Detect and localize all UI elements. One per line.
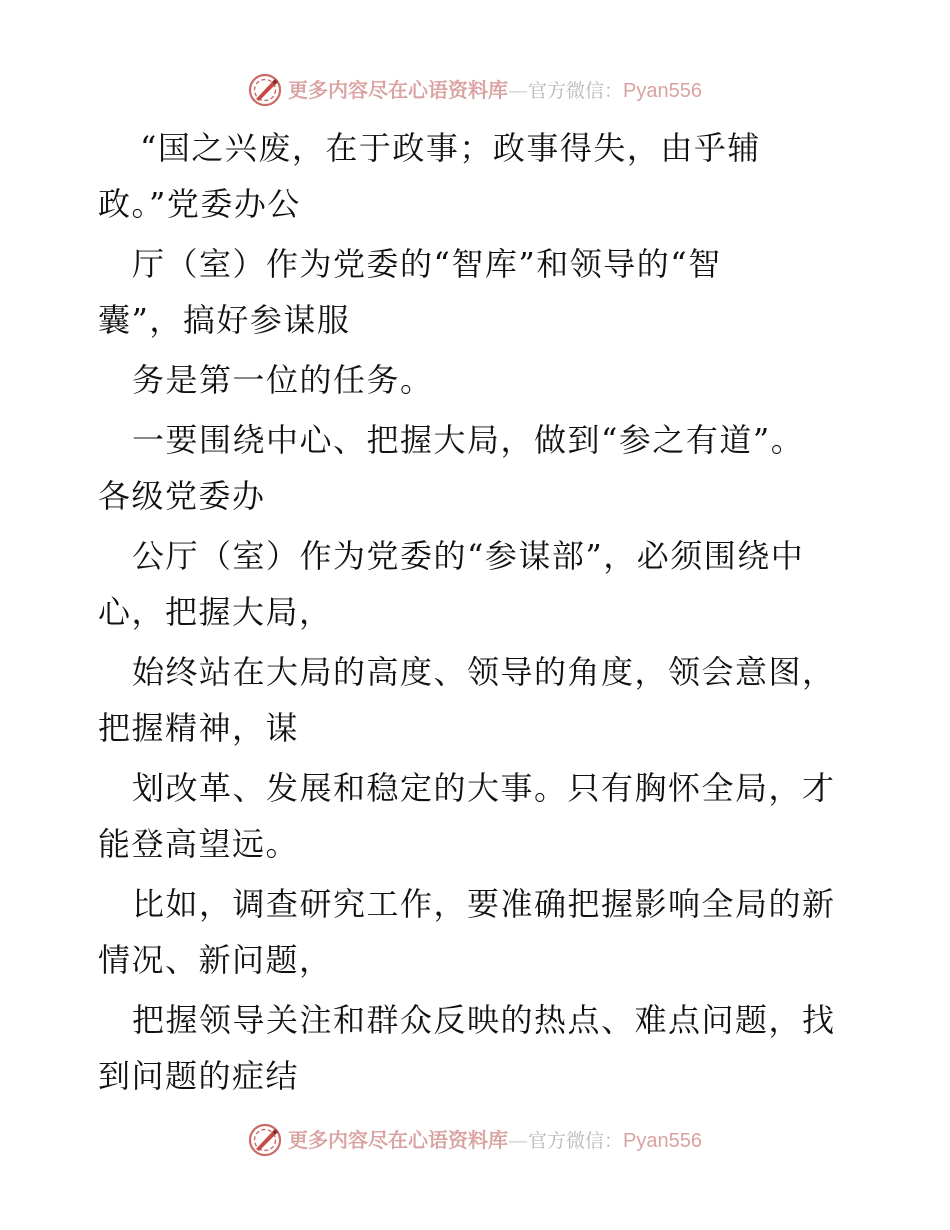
text-line: “国之兴废，在于政事；政事得失，由乎辅 [140,129,761,167]
header-banner [0,70,950,110]
text-line: 一要围绕中心、把握大局，做到“参之有道”。 [132,421,805,459]
text-line: 划改革、发展和稳定的大事。只有胸怀全局，才 [132,769,836,807]
banner-brand: 更多内容尽在心语资料库 [288,77,508,102]
banner-dash: — [508,1127,528,1152]
banner-text [288,1127,702,1152]
banner-wechat-id: Pyan556 [623,1129,702,1152]
text-line: 心，把握大局， [98,593,333,631]
text-line: 务是第一位的任务。 [132,361,434,399]
banner-label: 官方微信： [528,1129,624,1152]
footer-banner [0,1120,950,1160]
banner-brand: 更多内容尽在心语资料库 [288,1127,508,1152]
text-line: 到问题的症结 [98,1057,300,1095]
text-line: 比如，调查研究工作，要准确把握影响全局的新 [132,885,836,923]
text-line: 把握精神，谋 [98,709,300,747]
text-line: 政。”党委办公 [98,185,301,223]
logo-icon [248,73,282,107]
document-body [0,120,950,1110]
text-line: 公厅（室）作为党委的“参谋部”，必须围绕中 [132,537,805,575]
text-line: 情况、新问题， [98,941,333,979]
text-line: 各级党委办 [98,477,266,515]
logo-icon [248,1123,282,1157]
text-line: 始终站在大局的高度、领导的角度，领会意图， [132,653,836,691]
banner-dash: — [508,77,528,102]
text-line: 厅（室）作为党委的“智库”和领导的“智 [132,245,722,283]
banner-text [288,77,702,102]
banner-wechat-id: Pyan556 [623,79,702,102]
text-line: 能登高望远。 [98,825,300,863]
text-line: 把握领导关注和群众反映的热点、难点问题，找 [132,1001,836,1039]
text-line: 囊”，搞好参谋服 [98,301,351,339]
banner-label: 官方微信： [528,79,624,102]
